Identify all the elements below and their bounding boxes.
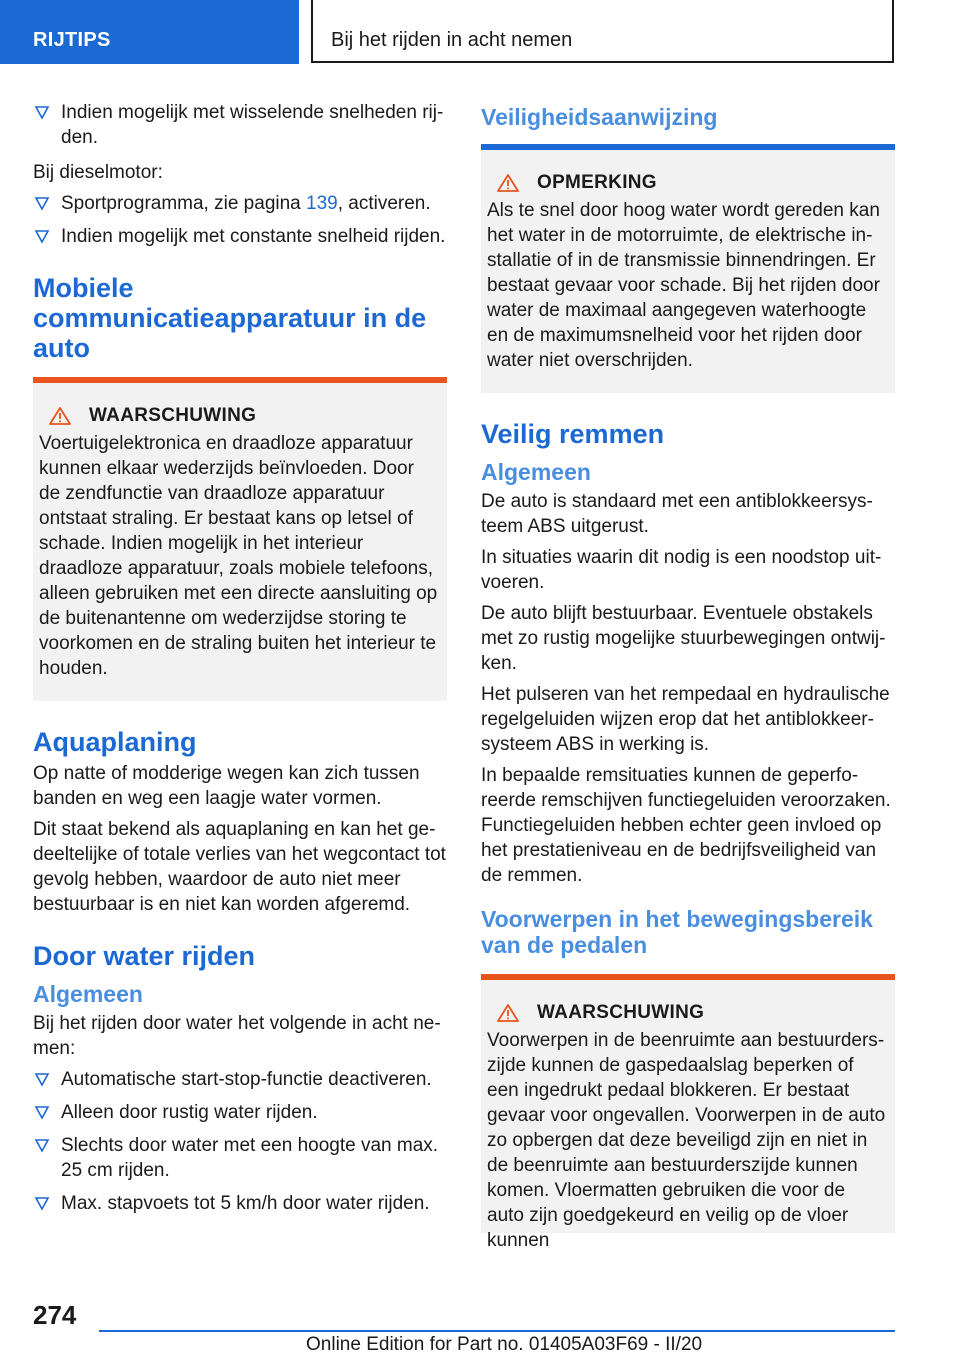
left-column [33,100,447,1226]
list-item: Indien mogelijk met constante snelheid rijden. [33,224,447,249]
brake-paragraph-3: De auto blijft bestuurbaar. Eventuele obstakels met zo rustig mogelijke stuurbewegingen ontwijken. [481,603,886,674]
warning-title: WAARSCHUWING [89,405,257,426]
water-paragraph: Bij het rijden door water het volgende in acht nemen: [33,1013,441,1059]
warning-box [481,974,895,1251]
diesel-label: Bij dieselmotor: [33,162,163,183]
page-number: 274 [33,1300,77,1330]
chapter-header [311,0,894,63]
right-column [481,100,895,1251]
list-item: Alleen door rustig water rijden. [33,1100,447,1125]
brake-paragraph-4: Het pulseren van het rempedaal en hydraulische regelgeluiden wijzen erop dat het antiblokkeersysteem ABS in werking is. [481,684,890,755]
triangle-bullet-icon [35,1194,49,1212]
warning-text: Voertuigelektronica en draadloze apparatuur kunnen elkaar wederzijds beïnvloeden. Door de zendfunctie van draadloze apparatuur ontstaat straling. Er bestaat kans op letsel of schade. Indien mogelijk in het interieur draadloze apparatuur, zoals mobiele telefoons, alleen gebruiken met een directe aansluiting op de buitenantenne om wederzijdse storing te voorkomen en de straling buiten het interieur te houden. [39,433,438,679]
list-item: Slechts door water met een hoogte van max. 25 cm rijden. [33,1133,447,1183]
aqua-paragraph-2: Dit staat bekend als aquaplaning en kan het gedeeltelijke of totale verlies van het wegcontact tot gevolg hebben, waardoor de auto niet meer bestuurbaar is en niet kan worden afgeremd. [33,819,446,915]
list-item: Sportprogramma, zie pagina 139, activeren. [33,191,447,216]
warning-title: WAARSCHUWING [537,1002,705,1023]
warning-box [33,377,447,701]
chapter-title: Bij het rijden in acht nemen [331,29,573,51]
note-text: Als te snel door hoog water wordt gereden kan het water in de motorruimte, de elektrische installatie of in de transmissie binnendringen. Er bestaat gevaar voor schade. Bij het rijden door water de maximaal aangegeven waterhoogte en de maximumsnelheid voor het rijden door water niet overschrijden. [487,200,880,371]
note-box [481,144,895,393]
heading-aquaplaning: Aquaplaning [33,727,197,757]
triangle-bullet-icon [35,103,49,121]
warning-icon [497,1003,519,1023]
section-title: RIJTIPS [33,29,111,51]
footer-divider [99,1330,895,1332]
page-link[interactable]: 139 [306,193,338,214]
triangle-bullet-icon [35,194,49,212]
footer-edition: Online Edition for Part no. 01405A03F69 - II/20 [306,1334,703,1355]
heading-water: Door water rijden [33,941,256,971]
triangle-bullet-icon [35,1136,49,1154]
note-title: OPMERKING [537,172,657,193]
subheading-general: Algemeen [33,981,143,1007]
section-tab [0,0,299,64]
heading-brake: Veilig remmen [481,419,665,449]
water-list [33,1067,447,1216]
heading-safety: Veiligheidsaanwijzing [481,104,718,130]
warning-icon [49,406,71,426]
aqua-paragraph-1: Op natte of modderige wegen kan zich tussen banden en weg een laagje water vormen. [33,763,420,809]
brake-paragraph-2: In situaties waarin dit nodig is een noodstop uitvoeren. [481,547,882,593]
brake-paragraph-1: De auto is standaard met een antiblokkeersysteem ABS uitgerust. [481,491,873,537]
brake-paragraph-5: In bepaalde remsituaties kunnen de geperforeerde remschijven functiegeluiden veroorzaken. Functiegeluiden hebben echter geen invloed op het prestatieniveau en de bedrijfsveiligheid van de remmen. [481,765,891,886]
heading-objects: Voorwerpen in het bewegingsbereik van de pedalen [481,906,873,958]
heading-mobile: Mobiele communicatieapparatuur in de auto [33,273,427,363]
list-item: Automatische start-stop-functie deactiveren. [33,1067,447,1092]
list-item: Indien mogelijk met wisselende snelheden rijden. [33,100,447,150]
triangle-bullet-icon [35,1070,49,1088]
triangle-bullet-icon [35,1103,49,1121]
list-item: Max. stapvoets tot 5 km/h door water rijden. [33,1191,447,1216]
warning-icon [497,173,519,193]
warning-text: Voorwerpen in de beenruimte aan bestuurderszijde kunnen de gaspedaalslag beperken of een ingedrukt pedaal blokkeren. Er bestaat gevaar voor ongevallen. Voorwerpen in de auto zo opbergen dat deze beveiligd zijn en niet in de beenruimte aan bestuurderszijde kunnen komen. Vloermatten gebruiken die voor de auto zijn goedgekeurd en veilig op de vloer kunnen [487,1030,886,1251]
driving-list-2 [33,191,447,249]
subheading-general: Algemeen [481,459,591,485]
driving-list-1 [33,100,447,150]
triangle-bullet-icon [35,227,49,245]
